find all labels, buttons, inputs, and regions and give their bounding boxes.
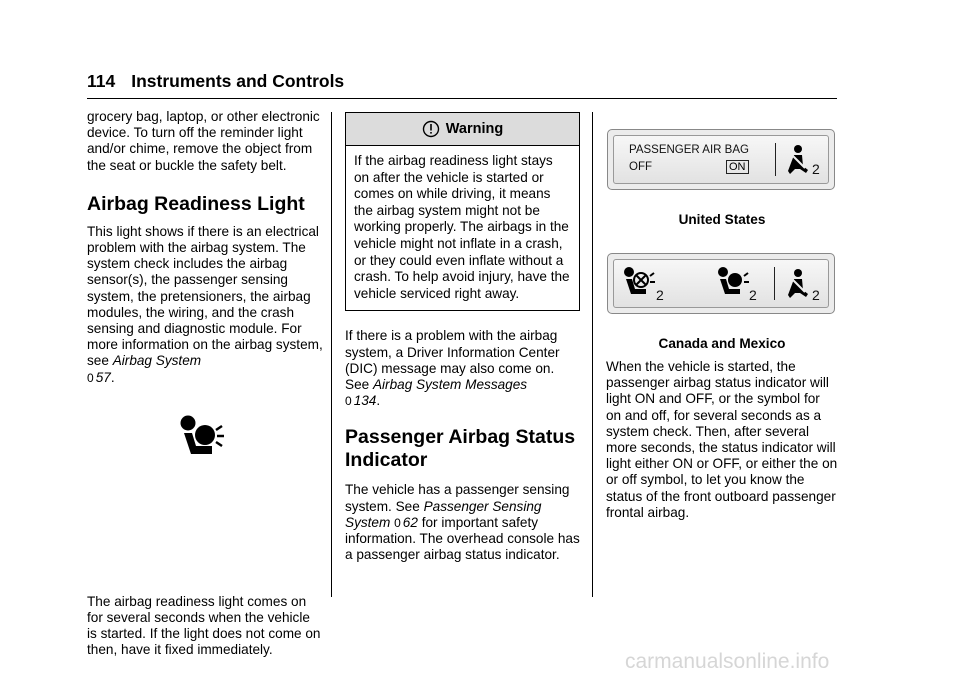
page-ref-icon: 0 — [394, 515, 401, 530]
period: . — [110, 369, 115, 385]
canada-airbag-status-panel — [607, 253, 835, 314]
column-2 — [345, 109, 580, 563]
page-ref-icon: 0 — [345, 394, 352, 409]
airbag-icon-area — [87, 386, 323, 594]
paragraph-text: If there is a problem with the airbag system, a Driver Information Center (DIC) message may also come on. See — [345, 328, 560, 392]
page-title: Instruments and Controls — [131, 71, 345, 91]
airbag-readiness-icon — [178, 414, 234, 462]
column-divider-2 — [592, 112, 593, 597]
watermark: carmanualsonline.info — [625, 650, 830, 673]
seat-number-3: 2 — [812, 287, 820, 303]
panel-off-text: OFF — [629, 161, 652, 173]
page-ref-57[interactable]: 57 — [95, 369, 111, 385]
airbag-system-link[interactable]: Airbag System — [112, 353, 202, 369]
passenger-sensing-paragraph — [345, 482, 580, 563]
panel-separator — [774, 267, 775, 300]
warning-title: Warning — [445, 120, 504, 137]
airbag-readiness-paragraph-2: The airbag readiness light comes on for several seconds when the vehicle is started. If the light does not come on then, have it fixed immediately. — [87, 593, 321, 658]
column-1 — [87, 109, 323, 659]
paragraph-text: The vehicle has a passenger sensing system. See — [345, 482, 570, 514]
panel-on-text: ON — [726, 160, 749, 174]
seat-number: 2 — [812, 161, 820, 177]
airbag-on-icon — [716, 266, 750, 302]
seat-number-1: 2 — [656, 287, 664, 303]
page-ref-icon: 0 — [87, 370, 94, 385]
paragraph-text: This light shows if there is an electrical problem with the airbag system. The system check includes the airbag sensor(s), the passenger sensing system, the pretensioners, the airbag modules, the wiring, and the crash sensing and diagnostic module. For more information on the airbag system, see — [87, 223, 323, 369]
page-number: 114 — [87, 71, 116, 91]
warning-header — [346, 113, 579, 146]
header-rule — [87, 98, 837, 99]
warning-icon — [422, 120, 440, 138]
panel-separator — [775, 143, 776, 176]
airbag-system-messages-link[interactable]: Airbag System Messages — [372, 376, 528, 392]
seat-number-2: 2 — [749, 287, 757, 303]
panel-label: PASSENGER AIR BAG — [629, 144, 749, 156]
caption-us: United States — [678, 212, 766, 227]
warning-text: If the airbag readiness light stays on after the vehicle is started or comes on while driving, it means the airbag system might not be working properly. The airbags in the vehicle might not inflate in a crash, or they could even inflate without a crash. To help avoid injury, have the vehicle serviced right away. — [354, 153, 570, 301]
page-ref-134[interactable]: 134 — [353, 393, 377, 409]
status-indicator-paragraph: When the vehicle is started, the passenger airbag status indicator will light ON and OFF, or the symbol for on and off, for several seconds as a system check. Then, after several more seconds, the status indicator will light either ON or OFF, or either the on or off symbol, to let you know the status of the front outboard passenger frontal airbag. — [606, 359, 838, 520]
column-3-text — [606, 359, 838, 521]
passenger-sensing-system-link[interactable]: Passenger Sensing System — [345, 498, 542, 530]
period: . — [376, 393, 381, 409]
caption-canada-mexico: Canada and Mexico — [658, 336, 786, 351]
airbag-off-icon — [622, 266, 656, 302]
paragraph-text-end: for important safety information. The overhead console has a passenger airbag status indicator. — [345, 514, 580, 563]
section-heading-airbag-readiness: Airbag Readiness Light — [87, 192, 305, 215]
us-airbag-status-panel — [607, 129, 835, 190]
warning-box — [345, 112, 580, 311]
intro-paragraph: grocery bag, laptop, or other electronic device. To turn off the reminder light and/or chime, remove the object from the seat or buckle the safety belt. — [87, 109, 320, 173]
section-heading-passenger-airbag-status: Passenger Airbag Status Indicator — [345, 426, 576, 472]
seatbelt-icon — [786, 268, 810, 302]
seatbelt-icon — [786, 144, 810, 178]
page-ref-62[interactable]: 62 — [402, 514, 418, 530]
column-divider-1 — [331, 112, 332, 597]
page-header — [87, 71, 344, 92]
dic-paragraph — [345, 328, 580, 409]
airbag-readiness-paragraph — [87, 224, 323, 386]
